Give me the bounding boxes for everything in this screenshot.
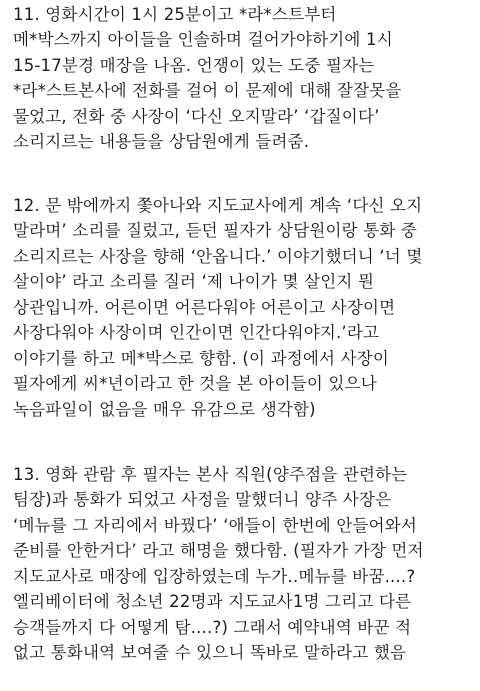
text-line: 필자에게 씨*년이라고 한 것을 본 아이들이 있으나 [13,374,377,393]
text-line: 사장다워야 사장이며 인간이면 인간다워야지.’라고 [13,323,380,342]
text-line: 엘리베이터에 청소년 22명과 지도교사1명 그리고 다른 [13,592,412,611]
text-line: 13. 영화 관람 후 필자는 본사 직원(양주점을 관련하는 [13,465,408,484]
text-line: 상관입니까. 어른이면 어른다워야 어른이고 사장이면 [13,298,396,317]
text-line: 소리지르는 사장을 향해 ‘안옵니다.’ 이야기했더니 ‘너 몇 [13,247,423,266]
text-line: 소리지르는 내용들을 상담원에게 들려줌. [13,132,310,151]
text-line: 말라며’ 소리를 질렀고, 듣던 필자가 상담원이랑 통화 중 [13,221,418,240]
text-line: 12. 문 밖에까지 쫓아나와 지도교사에게 계속 ‘다신 오지 [13,196,423,215]
text-line: *라*스트본사에 전화를 걸어 이 문제에 대해 잘잘못을 [13,81,402,100]
text-line: 물었고, 전화 중 사장이 ‘다신 오지말라’ ‘갑질이다’ [13,107,380,126]
text-line: 지도교사로 매장에 입장하였는데 누가..메뉴를 바꿈....? [13,567,416,586]
text-line: ‘메뉴를 그 자리에서 바꿨다’ ‘애들이 한번에 안들어와서 [13,516,418,535]
text-line: 녹음파일이 없음을 매우 유감으로 생각함) [13,400,316,419]
text-line: 15-17분경 매장을 나옴. 언쟁이 있는 도중 필자는 [13,56,375,75]
text-line: 이야기를 하고 메*박스로 향함. (이 과정에서 사장이 [13,349,389,368]
text-line: 팀장)과 통화가 되었고 사정을 말했더니 양주 사장은 [13,490,392,509]
text-line: 11. 영화시간이 1시 25분이고 *라*스트부터 [13,5,337,24]
text-line: 살이야’ 라고 소리를 질러 ‘제 나이가 몇 살인지 뭔 [13,272,375,291]
text-line: 준비를 안한거다’ 라고 해명을 했다함. (필자가 가장 먼저 [13,541,424,560]
text-line: 메*박스까지 아이들을 인솔하며 걸어가야하기에 1시 [13,30,393,49]
text-line: 없고 통화내역 보여줄 수 있으니 똑바로 말하라고 했음 [13,643,407,662]
text-line: 승객들까지 다 어떻게 탐....?) 그래서 예약내역 바꾼 적 [13,618,412,637]
